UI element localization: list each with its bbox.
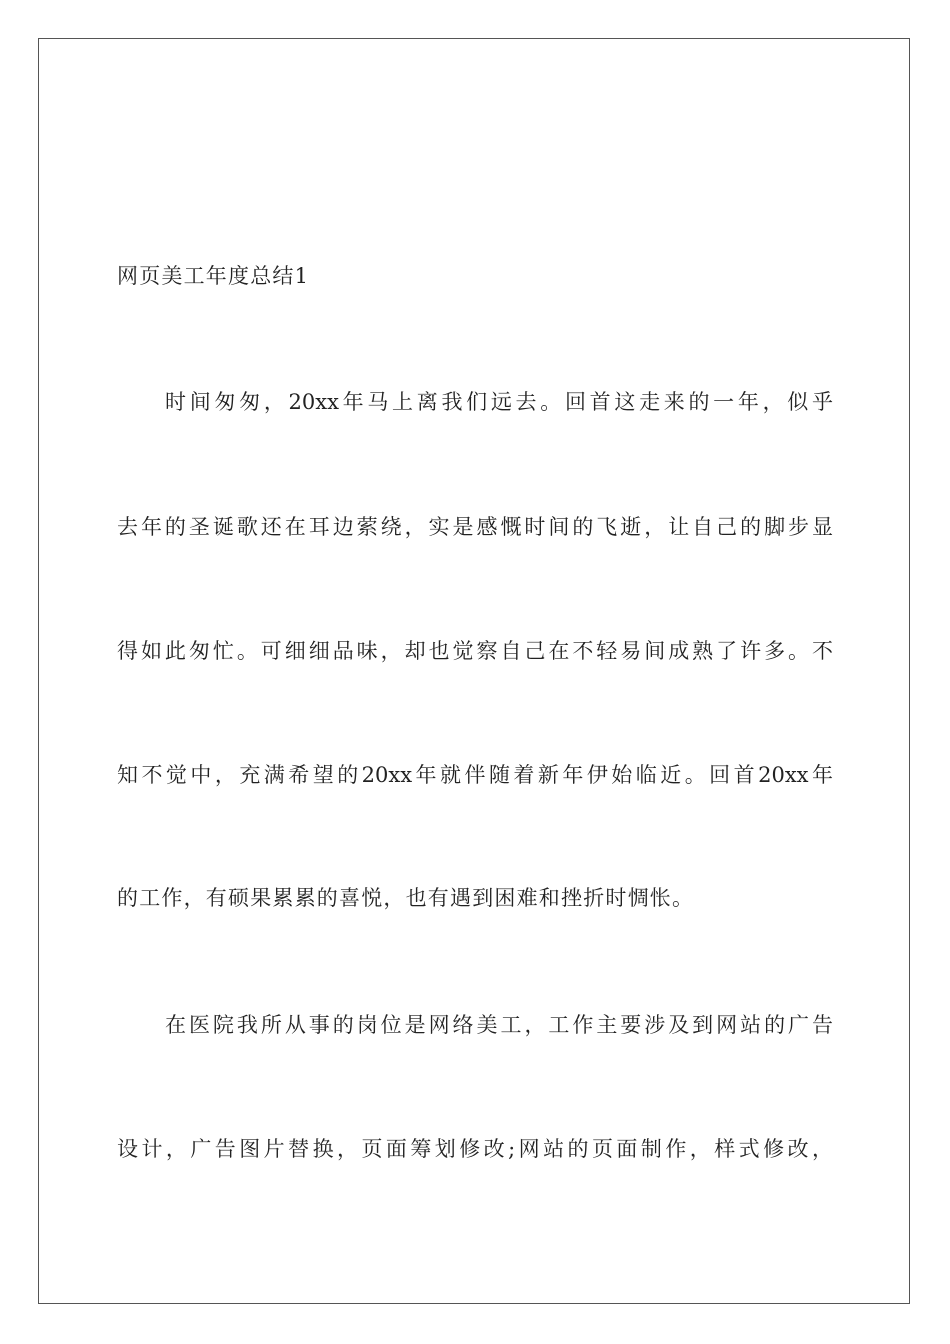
paragraph-1-line-4: 知不觉中，充满希望的20xx年就伴随着新年伊始临近。回首20xx年 bbox=[117, 763, 833, 787]
paragraph-1-line-5: 的工作，有硕果累累的喜悦，也有遇到困难和挫折时惆怅。 bbox=[117, 886, 695, 910]
page-frame bbox=[38, 38, 910, 1304]
paragraph-2-line-2: 设计，广告图片替换，页面筹划修改;网站的页面制作，样式修改， bbox=[117, 1137, 833, 1161]
paragraph-2-line-1: 在医院我所从事的岗位是网络美工，工作主要涉及到网站的广告 bbox=[165, 1013, 833, 1037]
paragraph-1-line-1: 时间匆匆，20xx年马上离我们远去。回首这走来的一年，似乎 bbox=[165, 390, 833, 414]
paragraph-1-line-2: 去年的圣诞歌还在耳边萦绕，实是感慨时间的飞逝，让自己的脚步显 bbox=[117, 515, 833, 539]
paragraph-1-line-3: 得如此匆忙。可细细品味，却也觉察自己在不轻易间成熟了许多。不 bbox=[117, 639, 833, 663]
document-title: 网页美工年度总结1 bbox=[117, 264, 310, 288]
